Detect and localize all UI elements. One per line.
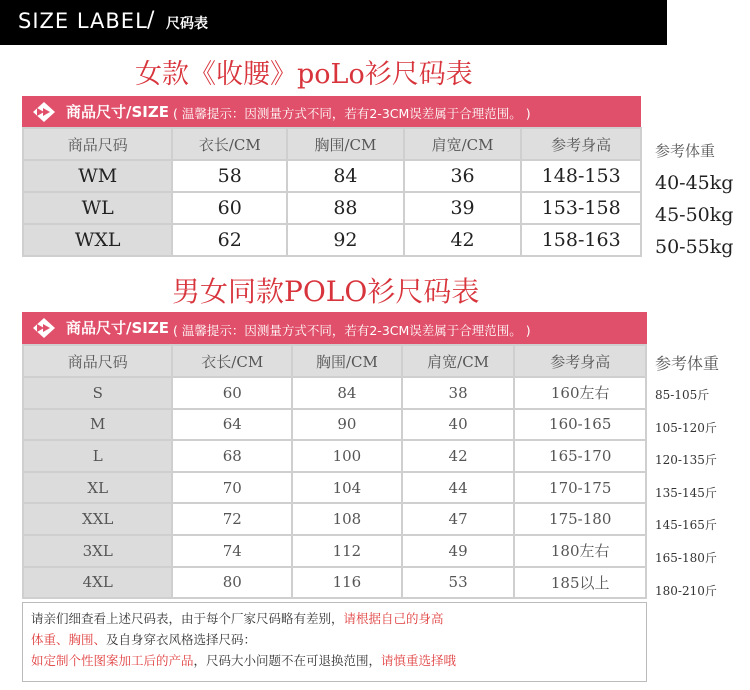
table-cell: 180左右 [514, 535, 646, 567]
table-header-row [23, 345, 646, 377]
table-cell: 62 [172, 224, 287, 256]
table-cell: 53 [402, 567, 515, 599]
table-cell: 36 [404, 160, 522, 192]
table-cell: 170-175 [514, 472, 646, 504]
table-cell: 70 [172, 472, 292, 504]
table-cell: 104 [292, 472, 402, 504]
column-header: 胸围/CM [287, 128, 404, 160]
arrow-diamond-icon [30, 316, 58, 340]
table-cell: 148-153 [521, 160, 641, 192]
table-cell: 116 [292, 567, 402, 599]
table-cell: 185以上 [514, 567, 646, 599]
women-size-table [22, 127, 642, 257]
arrow-diamond-icon [30, 100, 58, 124]
table-cell: 84 [287, 160, 404, 192]
footer-text: 请亲们细查看上述尺码表，由于每个厂家尺码略有差别， [31, 611, 344, 626]
weight-value: 135-145斤 [655, 485, 717, 500]
table-cell: 42 [404, 224, 522, 256]
table-cell: 60 [172, 192, 287, 224]
size-cell: WL [23, 192, 172, 224]
table-cell: 80 [172, 567, 292, 599]
size-cell: XL [23, 472, 172, 504]
table-row [23, 192, 641, 224]
column-header: 衣长/CM [172, 345, 292, 377]
footer-text: 及自身穿衣风格选择尺码： [106, 632, 257, 647]
table-cell: 38 [402, 377, 515, 409]
banner-slash: / [147, 8, 155, 33]
table-cell: 60 [172, 377, 292, 409]
footer-highlight: 请根据自己的身高 [343, 611, 444, 626]
table-header-row [23, 128, 641, 160]
table-cell: 40 [402, 409, 515, 441]
column-header: 商品尺码 [23, 345, 172, 377]
size-cell: M [23, 409, 172, 441]
table-cell: 153-158 [521, 192, 641, 224]
weight-value: 85-105斤 [655, 388, 710, 402]
weight-value: 165-180斤 [655, 550, 717, 565]
footer-highlight: 请慎重选择哦 [381, 653, 457, 668]
table-row [23, 503, 646, 535]
table-cell: 165-170 [514, 440, 646, 472]
weight-value: 50-55kg [655, 236, 734, 258]
size-cell: S [23, 377, 172, 409]
unisex-weight-column [655, 349, 719, 607]
footer-highlight: 体重、胸围、 [31, 632, 107, 647]
column-header: 胸围/CM [292, 345, 402, 377]
footer-text: ，尺码大小问题不在可退换范围， [193, 653, 382, 668]
women-size-title: 女款《收腰》poLo衫尺码表 [135, 59, 473, 90]
column-header: 参考身高 [521, 128, 641, 160]
table-cell: 158-163 [521, 224, 641, 256]
weight-value: 145-165斤 [655, 518, 717, 533]
women-header-note: ( 温馨提示：因测量方式不同，若有2-3CM误差属于合理范围。 ) [173, 106, 531, 121]
unisex-header-note: ( 温馨提示：因测量方式不同，若有2-3CM误差属于合理范围。 ) [173, 323, 531, 338]
table-cell: 44 [402, 472, 515, 504]
women-header-label: 商品尺寸/SIZE [66, 103, 169, 121]
weight-header: 参考体重 [655, 142, 716, 160]
women-header-bar [22, 96, 641, 127]
table-cell: 58 [172, 160, 287, 192]
unisex-header-label: 商品尺寸/SIZE [66, 319, 169, 337]
footer-line-1 [31, 608, 638, 629]
table-cell: 90 [292, 409, 402, 441]
size-cell: WXL [23, 224, 172, 256]
unisex-header-bar [22, 312, 647, 344]
banner-title-en: SIZE LABEL [18, 9, 148, 33]
table-row [23, 472, 646, 504]
table-cell: 68 [172, 440, 292, 472]
table-cell: 112 [292, 535, 402, 567]
footer-line-3 [31, 650, 638, 671]
footer-line-2 [31, 629, 638, 650]
table-cell: 108 [292, 503, 402, 535]
unisex-size-table [22, 344, 647, 599]
table-cell: 160左右 [514, 377, 646, 409]
table-cell: 88 [287, 192, 404, 224]
column-header: 参考身高 [514, 345, 646, 377]
weight-value: 40-45kg [655, 172, 734, 194]
table-row [23, 160, 641, 192]
table-row [23, 377, 646, 409]
table-cell: 64 [172, 409, 292, 441]
size-cell: L [23, 440, 172, 472]
table-row [23, 567, 646, 599]
table-cell: 72 [172, 503, 292, 535]
table-cell: 92 [287, 224, 404, 256]
table-cell: 175-180 [514, 503, 646, 535]
column-header: 商品尺码 [23, 128, 172, 160]
weight-value: 45-50kg [655, 204, 734, 226]
banner-title-cn: 尺码表 [166, 16, 208, 32]
size-cell: 4XL [23, 567, 172, 599]
table-cell: 42 [402, 440, 515, 472]
table-cell: 47 [402, 503, 515, 535]
weight-value: 105-120斤 [655, 420, 717, 435]
weight-header: 参考体重 [655, 354, 720, 373]
table-cell: 100 [292, 440, 402, 472]
table-cell: 49 [402, 535, 515, 567]
table-cell: 84 [292, 377, 402, 409]
women-weight-column [655, 135, 733, 263]
unisex-size-title: 男女同款POLO衫尺码表 [172, 275, 480, 308]
footer-highlight: 如定制个性图案加工后的产品 [31, 653, 194, 668]
top-banner [0, 0, 667, 45]
size-cell: 3XL [23, 535, 172, 567]
weight-value: 120-135斤 [655, 453, 717, 468]
table-row [23, 535, 646, 567]
column-header: 肩宽/CM [404, 128, 522, 160]
weight-value: 180-210斤 [655, 583, 717, 598]
table-cell: 74 [172, 535, 292, 567]
column-header: 肩宽/CM [402, 345, 515, 377]
size-cell: WM [23, 160, 172, 192]
table-row [23, 409, 646, 441]
table-cell: 39 [404, 192, 522, 224]
table-row [23, 224, 641, 256]
table-row [23, 440, 646, 472]
footer-note [22, 602, 647, 682]
column-header: 衣长/CM [172, 128, 287, 160]
table-cell: 160-165 [514, 409, 646, 441]
size-cell: XXL [23, 503, 172, 535]
